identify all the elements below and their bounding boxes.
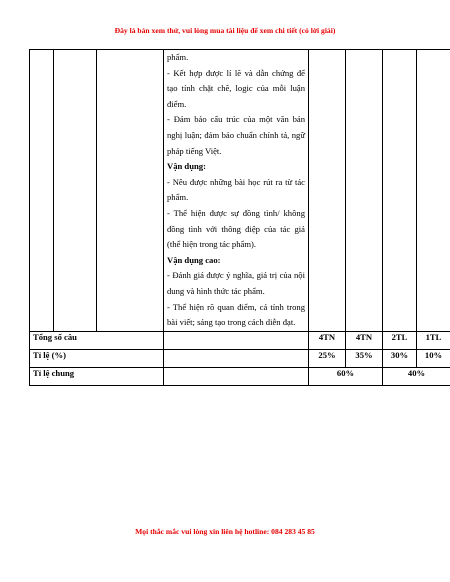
cell-index (30, 50, 54, 332)
overall-row (30, 367, 450, 385)
requirement-line: - Thể hiện rõ quan điểm, cá tính trong bài viết; sáng tạo trong cách diễn đạt. (167, 301, 305, 328)
cell-empty-1 (309, 50, 346, 332)
requirement-line: phẩm. (167, 52, 189, 62)
requirement-line: - Kết hợp được lí lẽ và dẫn chứng để tạo tính chặt chẽ, logic của mỗi luận điểm. (167, 67, 305, 109)
cell-content (97, 50, 164, 332)
total-label: Tổng số câu (30, 331, 164, 349)
cell-empty-2 (346, 50, 383, 332)
header-notice: Đây là bản xem thử, vui lòng mua tài liệu để xem chi tiết (có lời giải) (114, 26, 336, 35)
matrix-table (29, 49, 450, 386)
total-value: 2TL (383, 331, 417, 349)
ratio-spacer (164, 349, 309, 367)
requirement-line: - Đảm bảo cấu trúc của một văn bản nghị luận; đảm bảo chuẩn chính tả, ngữ pháp tiếng Việt. (167, 114, 305, 156)
ratio-label: Tỉ lệ (%) (30, 349, 164, 367)
requirements-text (164, 50, 308, 331)
overall-label: Tỉ lệ chung (30, 367, 164, 385)
overall-spacer (164, 367, 309, 385)
ratio-row (30, 349, 450, 367)
ratio-value: 30% (383, 349, 417, 367)
section-heading: Vận dụng cao: (167, 254, 221, 265)
requirement-line: - Thể hiện được sự đồng tình/ không đồng tình với thông điệp của tác giả (thể hiện trong tác phẩm). (167, 207, 305, 250)
overall-value: 60% (309, 367, 383, 385)
total-spacer (164, 331, 309, 349)
footer-notice: Mọi thắc mắc vui lòng xin liên hệ hotline: 084 283 45 85 (135, 527, 315, 536)
overall-value: 40% (383, 367, 450, 385)
cell-empty-3 (383, 50, 417, 332)
cell-empty-4 (417, 50, 450, 332)
requirement-line: - Nêu được những bài học rút ra từ tác phẩm. (167, 176, 305, 203)
requirement-line: - Đánh giá được ý nghĩa, giá trị của nội dung và hình thức tác phẩm. (167, 270, 305, 296)
total-value: 4TN (346, 331, 383, 349)
content-row (30, 50, 450, 332)
total-row (30, 331, 450, 349)
ratio-value: 35% (346, 349, 383, 367)
ratio-value: 25% (309, 349, 346, 367)
section-heading: Vận dụng: (167, 161, 206, 172)
cell-requirements (164, 50, 309, 332)
cell-topic (54, 50, 97, 332)
total-value: 1TL (417, 331, 450, 349)
total-value: 4TN (309, 331, 346, 349)
ratio-value: 10% (417, 349, 450, 367)
